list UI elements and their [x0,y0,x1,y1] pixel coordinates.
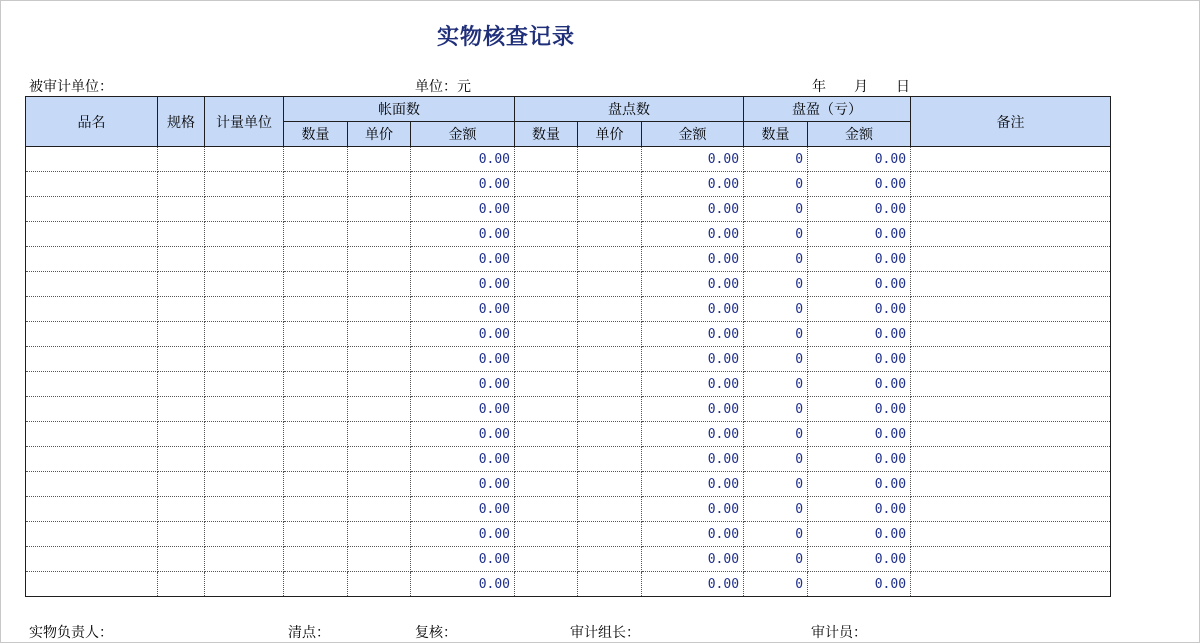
cell-count-amount[interactable]: 0.00 [642,322,744,347]
cell-name[interactable] [26,272,158,297]
header-book-amount: 金额 [411,122,515,147]
cell-spec[interactable] [158,322,205,347]
cell-count-qty[interactable] [515,297,578,322]
cell-measure-unit[interactable] [205,272,284,297]
header-spec: 规格 [158,97,205,147]
cell-spec[interactable] [158,572,205,597]
cell-name[interactable] [26,472,158,497]
cell-remark[interactable] [911,547,1111,572]
cell-name[interactable] [26,197,158,222]
cell-count-qty[interactable] [515,197,578,222]
table-row [26,397,1111,422]
cell-book-amount[interactable]: 0.00 [411,222,515,247]
cell-diff-amount[interactable]: 0.00 [808,547,911,572]
cell-name[interactable] [26,397,158,422]
cell-book-amount[interactable]: 0.00 [411,422,515,447]
cell-book-qty[interactable] [284,572,348,597]
cell-count-amount[interactable]: 0.00 [642,222,744,247]
cell-remark[interactable] [911,247,1111,272]
cell-book-amount[interactable]: 0.00 [411,397,515,422]
cell-diff-qty[interactable]: 0 [744,147,808,172]
cell-diff-qty[interactable]: 0 [744,397,808,422]
cell-count-amount[interactable]: 0.00 [642,247,744,272]
cell-remark[interactable] [911,447,1111,472]
cell-spec[interactable] [158,422,205,447]
cell-spec[interactable] [158,272,205,297]
inventory-check-table [25,96,1111,597]
table-row [26,322,1111,347]
cell-book-qty[interactable] [284,322,348,347]
cell-book-qty[interactable] [284,272,348,297]
cell-book-amount[interactable]: 0.00 [411,297,515,322]
cell-spec[interactable] [158,297,205,322]
cell-count-qty[interactable] [515,172,578,197]
cell-remark[interactable] [911,147,1111,172]
cell-count-price[interactable] [578,372,642,397]
cell-measure-unit[interactable] [205,372,284,397]
cell-diff-amount[interactable]: 0.00 [808,272,911,297]
cell-book-qty[interactable] [284,197,348,222]
cell-book-price[interactable] [348,522,411,547]
cell-count-amount[interactable]: 0.00 [642,572,744,597]
cell-count-qty[interactable] [515,247,578,272]
cell-diff-amount[interactable]: 0.00 [808,147,911,172]
cell-book-qty[interactable] [284,447,348,472]
cell-diff-amount[interactable]: 0.00 [808,347,911,372]
cell-count-qty[interactable] [515,347,578,372]
cell-name[interactable] [26,222,158,247]
cell-remark[interactable] [911,322,1111,347]
cell-book-price[interactable] [348,297,411,322]
cell-measure-unit[interactable] [205,397,284,422]
cell-spec[interactable] [158,372,205,397]
cell-measure-unit[interactable] [205,147,284,172]
cell-measure-unit[interactable] [205,522,284,547]
table-row [26,372,1111,397]
cell-diff-amount[interactable]: 0.00 [808,397,911,422]
cell-diff-amount[interactable]: 0.00 [808,447,911,472]
cell-spec[interactable] [158,222,205,247]
cell-name[interactable] [26,572,158,597]
cell-book-amount[interactable]: 0.00 [411,347,515,372]
cell-diff-qty[interactable]: 0 [744,372,808,397]
cell-book-price[interactable] [348,222,411,247]
reviewer-label: 复核： [415,625,457,641]
cell-spec[interactable] [158,147,205,172]
cell-diff-amount[interactable]: 0.00 [808,222,911,247]
cell-measure-unit[interactable] [205,547,284,572]
cell-diff-amount[interactable]: 0.00 [808,197,911,222]
cell-diff-amount[interactable]: 0.00 [808,322,911,347]
header-count-qty: 数量 [515,122,578,147]
header-remark: 备注 [911,97,1111,147]
cell-count-price[interactable] [578,447,642,472]
table-row [26,497,1111,522]
cell-remark[interactable] [911,272,1111,297]
cell-count-price[interactable] [578,147,642,172]
currency-unit-label: 单位：元 [415,79,471,95]
cell-name[interactable] [26,172,158,197]
header-count-amount: 金额 [642,122,744,147]
cell-book-amount[interactable]: 0.00 [411,247,515,272]
cell-spec[interactable] [158,522,205,547]
header-measure-unit: 计量单位 [205,97,284,147]
cell-count-amount[interactable]: 0.00 [642,297,744,322]
cell-diff-amount[interactable]: 0.00 [808,172,911,197]
header-diff-amount: 金额 [808,122,911,147]
cell-count-price[interactable] [578,397,642,422]
cell-count-qty[interactable] [515,522,578,547]
cell-remark[interactable] [911,347,1111,372]
cell-diff-qty[interactable]: 0 [744,422,808,447]
cell-diff-qty[interactable]: 0 [744,522,808,547]
cell-diff-qty[interactable]: 0 [744,572,808,597]
table-row [26,547,1111,572]
counter-label: 清点： [288,625,330,641]
cell-count-price[interactable] [578,322,642,347]
cell-book-price[interactable] [348,322,411,347]
cell-book-amount[interactable]: 0.00 [411,497,515,522]
cell-diff-amount[interactable]: 0.00 [808,422,911,447]
cell-measure-unit[interactable] [205,497,284,522]
cell-count-qty[interactable] [515,147,578,172]
cell-count-qty[interactable] [515,272,578,297]
cell-count-price[interactable] [578,247,642,272]
cell-count-qty[interactable] [515,497,578,522]
cell-name[interactable] [26,372,158,397]
cell-book-price[interactable] [348,422,411,447]
cell-measure-unit[interactable] [205,572,284,597]
cell-count-amount[interactable]: 0.00 [642,272,744,297]
cell-measure-unit[interactable] [205,322,284,347]
custodian-label: 实物负责人： [29,625,113,641]
cell-book-qty[interactable] [284,547,348,572]
cell-count-qty[interactable] [515,572,578,597]
cell-book-price[interactable] [348,372,411,397]
cell-book-qty[interactable] [284,497,348,522]
cell-count-price[interactable] [578,522,642,547]
cell-book-qty[interactable] [284,297,348,322]
cell-diff-qty[interactable]: 0 [744,247,808,272]
cell-spec[interactable] [158,247,205,272]
cell-name[interactable] [26,447,158,472]
cell-diff-qty[interactable]: 0 [744,447,808,472]
cell-book-amount[interactable]: 0.00 [411,372,515,397]
cell-book-qty[interactable] [284,422,348,447]
cell-remark[interactable] [911,197,1111,222]
team-leader-label: 审计组长： [570,625,640,641]
cell-diff-qty[interactable]: 0 [744,297,808,322]
cell-measure-unit[interactable] [205,472,284,497]
cell-diff-qty[interactable]: 0 [744,322,808,347]
cell-book-amount[interactable]: 0.00 [411,197,515,222]
audited-unit-label: 被审计单位： [29,79,113,95]
table-row [26,172,1111,197]
cell-name[interactable] [26,297,158,322]
cell-count-qty[interactable] [515,372,578,397]
cell-book-amount[interactable]: 0.00 [411,472,515,497]
cell-diff-qty[interactable]: 0 [744,547,808,572]
cell-diff-amount[interactable]: 0.00 [808,472,911,497]
cell-book-price[interactable] [348,472,411,497]
cell-book-qty[interactable] [284,172,348,197]
cell-count-amount[interactable]: 0.00 [642,397,744,422]
cell-book-price[interactable] [348,572,411,597]
cell-name[interactable] [26,147,158,172]
cell-measure-unit[interactable] [205,222,284,247]
cell-book-price[interactable] [348,497,411,522]
cell-name[interactable] [26,522,158,547]
cell-remark[interactable] [911,422,1111,447]
cell-count-amount[interactable]: 0.00 [642,172,744,197]
cell-book-price[interactable] [348,272,411,297]
cell-count-price[interactable] [578,347,642,372]
cell-book-qty[interactable] [284,472,348,497]
cell-spec[interactable] [158,472,205,497]
header-book-price: 单价 [348,122,411,147]
table-row [26,197,1111,222]
cell-book-amount[interactable]: 0.00 [411,572,515,597]
cell-count-price[interactable] [578,472,642,497]
cell-measure-unit[interactable] [205,247,284,272]
cell-book-qty[interactable] [284,372,348,397]
cell-measure-unit[interactable] [205,347,284,372]
cell-measure-unit[interactable] [205,172,284,197]
cell-count-price[interactable] [578,572,642,597]
day-label: 日 [896,79,910,95]
header-count-group: 盘点数 [515,97,744,122]
cell-count-price[interactable] [578,172,642,197]
cell-count-qty[interactable] [515,222,578,247]
cell-book-price[interactable] [348,147,411,172]
cell-book-amount[interactable]: 0.00 [411,147,515,172]
cell-count-amount[interactable]: 0.00 [642,372,744,397]
table-row [26,522,1111,547]
header-diff-qty: 数量 [744,122,808,147]
cell-remark[interactable] [911,372,1111,397]
cell-book-amount[interactable]: 0.00 [411,172,515,197]
cell-count-amount[interactable]: 0.00 [642,447,744,472]
cell-count-amount[interactable]: 0.00 [642,197,744,222]
cell-diff-qty[interactable]: 0 [744,172,808,197]
cell-measure-unit[interactable] [205,297,284,322]
year-label: 年 [812,79,826,95]
cell-book-price[interactable] [348,447,411,472]
cell-remark[interactable] [911,397,1111,422]
cell-spec[interactable] [158,397,205,422]
table-row [26,147,1111,172]
month-label: 月 [854,79,868,95]
header-book-qty: 数量 [284,122,348,147]
table-row [26,347,1111,372]
cell-book-amount[interactable]: 0.00 [411,272,515,297]
cell-count-price[interactable] [578,197,642,222]
cell-count-amount[interactable]: 0.00 [642,147,744,172]
cell-diff-amount[interactable]: 0.00 [808,522,911,547]
header-diff-group: 盘盈（亏） [744,97,911,122]
cell-diff-amount[interactable]: 0.00 [808,247,911,272]
cell-spec[interactable] [158,547,205,572]
cell-remark[interactable] [911,172,1111,197]
cell-book-price[interactable] [348,547,411,572]
cell-book-price[interactable] [348,347,411,372]
cell-diff-qty[interactable]: 0 [744,347,808,372]
cell-name[interactable] [26,547,158,572]
page-title: 实物核查记录 [437,24,576,50]
cell-count-amount[interactable]: 0.00 [642,522,744,547]
cell-measure-unit[interactable] [205,422,284,447]
cell-name[interactable] [26,422,158,447]
cell-count-qty[interactable] [515,422,578,447]
table-row [26,222,1111,247]
cell-diff-qty[interactable]: 0 [744,272,808,297]
cell-count-qty[interactable] [515,397,578,422]
table-row [26,422,1111,447]
cell-name[interactable] [26,497,158,522]
cell-diff-amount[interactable]: 0.00 [808,372,911,397]
cell-count-qty[interactable] [515,547,578,572]
table-row [26,572,1111,597]
cell-spec[interactable] [158,497,205,522]
cell-spec[interactable] [158,172,205,197]
cell-count-amount[interactable]: 0.00 [642,347,744,372]
cell-name[interactable] [26,322,158,347]
cell-book-amount[interactable]: 0.00 [411,522,515,547]
header-book-group: 帐面数 [284,97,515,122]
table-row [26,472,1111,497]
cell-book-price[interactable] [348,172,411,197]
cell-book-qty[interactable] [284,522,348,547]
cell-book-amount[interactable]: 0.00 [411,447,515,472]
auditor-label: 审计员： [811,625,867,641]
cell-count-qty[interactable] [515,322,578,347]
cell-count-price[interactable] [578,547,642,572]
cell-measure-unit[interactable] [205,197,284,222]
cell-diff-qty[interactable]: 0 [744,197,808,222]
cell-measure-unit[interactable] [205,447,284,472]
cell-count-qty[interactable] [515,447,578,472]
cell-remark[interactable] [911,297,1111,322]
cell-diff-qty[interactable]: 0 [744,497,808,522]
cell-count-amount[interactable]: 0.00 [642,497,744,522]
cell-book-price[interactable] [348,247,411,272]
cell-diff-qty[interactable]: 0 [744,472,808,497]
cell-diff-amount[interactable]: 0.00 [808,572,911,597]
cell-spec[interactable] [158,347,205,372]
cell-book-amount[interactable]: 0.00 [411,547,515,572]
cell-remark[interactable] [911,497,1111,522]
cell-count-price[interactable] [578,297,642,322]
cell-book-amount[interactable]: 0.00 [411,322,515,347]
cell-book-qty[interactable] [284,147,348,172]
cell-count-price[interactable] [578,497,642,522]
cell-book-qty[interactable] [284,397,348,422]
header-name: 品名 [26,97,158,147]
cell-book-qty[interactable] [284,347,348,372]
cell-remark[interactable] [911,522,1111,547]
cell-count-qty[interactable] [515,472,578,497]
table-row [26,297,1111,322]
cell-remark[interactable] [911,472,1111,497]
cell-count-price[interactable] [578,222,642,247]
cell-count-amount[interactable]: 0.00 [642,547,744,572]
cell-book-qty[interactable] [284,247,348,272]
cell-book-qty[interactable] [284,222,348,247]
cell-count-price[interactable] [578,272,642,297]
cell-name[interactable] [26,247,158,272]
cell-remark[interactable] [911,572,1111,597]
header-count-price: 单价 [578,122,642,147]
cell-remark[interactable] [911,222,1111,247]
cell-diff-qty[interactable]: 0 [744,222,808,247]
cell-book-price[interactable] [348,197,411,222]
table-row [26,447,1111,472]
cell-count-price[interactable] [578,422,642,447]
cell-diff-amount[interactable]: 0.00 [808,297,911,322]
cell-spec[interactable] [158,197,205,222]
cell-count-amount[interactable]: 0.00 [642,422,744,447]
cell-spec[interactable] [158,447,205,472]
cell-diff-amount[interactable]: 0.00 [808,497,911,522]
cell-book-price[interactable] [348,397,411,422]
cell-count-amount[interactable]: 0.00 [642,472,744,497]
table-row [26,247,1111,272]
cell-name[interactable] [26,347,158,372]
table-row [26,272,1111,297]
